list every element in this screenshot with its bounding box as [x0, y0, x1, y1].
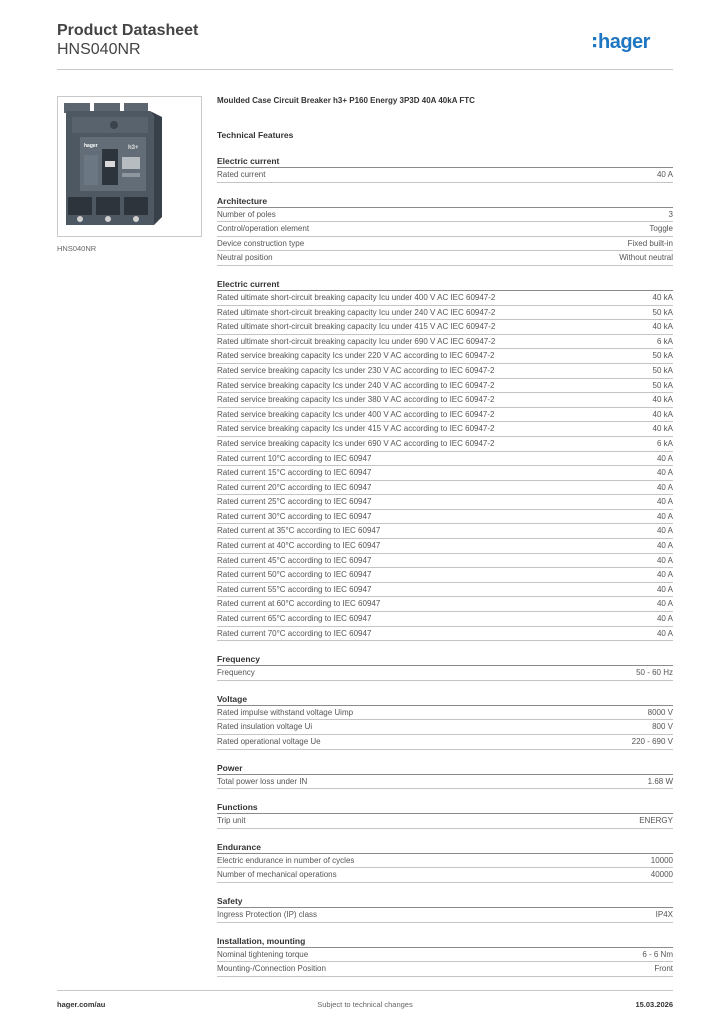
- feature-value: 40 A: [656, 468, 673, 478]
- feature-value: 1.68 W: [647, 776, 673, 786]
- feature-row: [217, 612, 673, 627]
- feature-label: Neutral position: [217, 253, 273, 263]
- feature-section: [217, 653, 673, 681]
- feature-section: [217, 935, 673, 977]
- feature-value: 40 kA: [652, 322, 673, 332]
- feature-value: Without neutral: [619, 253, 673, 263]
- feature-row: [217, 854, 673, 869]
- page-title: Product Datasheet: [57, 22, 199, 39]
- feature-label: Control/operation element: [217, 224, 310, 234]
- feature-row: [217, 251, 673, 266]
- feature-value: 3: [668, 209, 673, 219]
- svg-text:hager: hager: [598, 31, 650, 53]
- feature-row: [217, 452, 673, 467]
- feature-row: [217, 481, 673, 496]
- feature-value: 50 kA: [652, 365, 673, 375]
- product-image: [57, 96, 202, 237]
- feature-label: Total power loss under IN: [217, 776, 308, 786]
- feature-row: [217, 524, 673, 539]
- feature-label: Rated current 55°C according to IEC 60947: [217, 584, 372, 594]
- section-title: Functions: [217, 801, 673, 814]
- svg-text:h3+: h3+: [128, 145, 139, 151]
- section-title: Power: [217, 762, 673, 775]
- feature-value: 50 - 60 Hz: [636, 668, 673, 678]
- feature-label: Rated current 10°C according to IEC 60947: [217, 453, 372, 463]
- feature-label: Rated service breaking capacity Ics under 400 V AC according to IEC 60947-2: [217, 409, 495, 419]
- feature-value: Front: [654, 964, 673, 974]
- feature-label: Rated current: [217, 170, 266, 179]
- feature-row: [217, 510, 673, 525]
- technical-features-heading: Technical Features: [217, 130, 294, 140]
- feature-row: [217, 335, 673, 350]
- feature-value: 220 - 690 V: [631, 737, 673, 746]
- feature-row: [217, 948, 673, 963]
- feature-section: [217, 895, 673, 923]
- feature-section: [217, 155, 673, 183]
- feature-row: [217, 627, 673, 642]
- feature-value: 40 A: [656, 526, 673, 536]
- feature-value: Fixed built-in: [627, 238, 673, 248]
- feature-label: Trip unit: [217, 816, 246, 826]
- feature-row: [217, 320, 673, 335]
- feature-section: [217, 693, 673, 750]
- feature-value: ENERGY: [639, 816, 673, 826]
- feature-row: [217, 495, 673, 510]
- feature-value: 40 A: [656, 541, 673, 551]
- feature-row: [217, 720, 673, 735]
- section-title: Frequency: [217, 653, 673, 666]
- feature-label: Rated service breaking capacity Ics under 415 V AC according to IEC 60947-2: [217, 424, 495, 434]
- feature-value: 40 kA: [652, 424, 673, 434]
- feature-row: [217, 539, 673, 554]
- feature-label: Rated current 65°C according to IEC 60947: [217, 614, 372, 624]
- feature-label: Rated ultimate short-circuit breaking capacity Icu under 400 V AC IEC 60947-2: [217, 292, 496, 302]
- feature-value: 40 A: [656, 555, 673, 565]
- feature-section: [217, 278, 673, 641]
- feature-label: Electric endurance in number of cycles: [217, 855, 355, 865]
- feature-label: Rated current 25°C according to IEC 60947: [217, 497, 372, 507]
- section-title: Installation, mounting: [217, 935, 673, 948]
- feature-label: Rated service breaking capacity Ics under 220 V AC according to IEC 60947-2: [217, 351, 495, 361]
- feature-label: Rated ultimate short-circuit breaking capacity Icu under 240 V AC IEC 60947-2: [217, 307, 496, 317]
- feature-label: Rated current at 60°C according to IEC 60947: [217, 599, 381, 609]
- feature-row: [217, 666, 673, 681]
- hager-logo: [593, 29, 673, 53]
- feature-section: [217, 195, 673, 266]
- feature-label: Rated current 70°C according to IEC 60947: [217, 628, 372, 638]
- feature-value: 40 kA: [652, 395, 673, 405]
- feature-label: Mounting-/Connection Position: [217, 964, 326, 974]
- feature-label: Rated operational voltage Ue: [217, 737, 321, 746]
- feature-row: [217, 379, 673, 394]
- feature-row: [217, 168, 673, 183]
- feature-value: IP4X: [655, 909, 673, 919]
- section-title: Electric current: [217, 155, 673, 168]
- feature-label: Rated current 15°C according to IEC 60947: [217, 468, 372, 478]
- feature-value: 40 kA: [652, 292, 673, 302]
- feature-row: [217, 814, 673, 829]
- feature-value: 40 A: [656, 497, 673, 507]
- feature-label: Frequency: [217, 668, 255, 678]
- feature-value: 40 A: [656, 482, 673, 492]
- feature-row: [217, 962, 673, 977]
- feature-value: 40 kA: [652, 409, 673, 419]
- feature-label: Rated current at 40°C according to IEC 60947: [217, 541, 381, 551]
- image-caption: HNS040NR: [57, 244, 97, 253]
- feature-label: Rated current 30°C according to IEC 60947: [217, 511, 372, 521]
- feature-value: 40 A: [656, 570, 673, 580]
- feature-value: 40 A: [656, 170, 673, 179]
- section-title: Endurance: [217, 841, 673, 854]
- section-title: Electric current: [217, 278, 673, 291]
- feature-label: Nominal tightening torque: [217, 949, 309, 959]
- feature-value: 6 - 6 Nm: [642, 949, 673, 959]
- feature-label: Rated service breaking capacity Ics under 690 V AC according to IEC 60947-2: [217, 438, 495, 448]
- feature-label: Device construction type: [217, 238, 305, 248]
- feature-row: [217, 364, 673, 379]
- page-header: [57, 22, 673, 70]
- feature-section: [217, 801, 673, 829]
- feature-row: [217, 437, 673, 452]
- feature-value: 6 kA: [656, 438, 673, 448]
- feature-label: Rated ultimate short-circuit breaking capacity Icu under 415 V AC IEC 60947-2: [217, 322, 496, 332]
- feature-row: [217, 706, 673, 721]
- footer-note: Subject to technical changes: [317, 1000, 413, 1009]
- feature-label: Rated service breaking capacity Ics under 380 V AC according to IEC 60947-2: [217, 395, 495, 405]
- feature-row: [217, 222, 673, 237]
- feature-value: 50 kA: [652, 307, 673, 317]
- feature-value: 40 A: [656, 584, 673, 594]
- feature-label: Rated current at 35°C according to IEC 60947: [217, 526, 381, 536]
- feature-row: [217, 868, 673, 883]
- feature-row: [217, 408, 673, 423]
- feature-section: [217, 841, 673, 883]
- feature-row: [217, 735, 673, 750]
- product-name: Moulded Case Circuit Breaker h3+ P160 Energy 3P3D 40A 40kA FTC: [217, 96, 475, 105]
- product-code: HNS040NR: [57, 41, 141, 58]
- feature-value: 50 kA: [652, 380, 673, 390]
- feature-row: [217, 208, 673, 223]
- feature-label: Rated ultimate short-circuit breaking capacity Icu under 690 V AC IEC 60947-2: [217, 336, 496, 346]
- feature-value: 10000: [650, 855, 673, 865]
- feature-value: 50 kA: [652, 351, 673, 361]
- circuit-breaker-image: [58, 97, 201, 236]
- page-footer: [57, 990, 673, 1016]
- feature-value: 6 kA: [656, 336, 673, 346]
- feature-row: [217, 597, 673, 612]
- datasheet-content: [217, 96, 673, 977]
- footer-date: 15.03.2026: [635, 1000, 673, 1009]
- feature-label: Ingress Protection (IP) class: [217, 909, 318, 919]
- feature-value: 40 A: [656, 628, 673, 638]
- feature-row: [217, 306, 673, 321]
- feature-row: [217, 237, 673, 252]
- section-title: Voltage: [217, 693, 673, 706]
- feature-section: [217, 762, 673, 790]
- feature-row: [217, 554, 673, 569]
- feature-value: 40 A: [656, 599, 673, 609]
- feature-value: 40 A: [656, 614, 673, 624]
- feature-label: Rated insulation voltage Ui: [217, 722, 313, 732]
- feature-sections: [217, 155, 673, 977]
- feature-value: 800 V: [652, 722, 673, 732]
- feature-row: [217, 422, 673, 437]
- feature-label: Rated current 20°C according to IEC 60947: [217, 482, 372, 492]
- feature-label: Number of mechanical operations: [217, 870, 337, 880]
- feature-row: [217, 583, 673, 598]
- feature-row: [217, 393, 673, 408]
- feature-value: 40000: [650, 870, 673, 880]
- footer-website: hager.com/au: [57, 1000, 106, 1009]
- feature-label: Rated impulse withstand voltage Uimp: [217, 707, 354, 717]
- feature-row: [217, 568, 673, 583]
- feature-row: [217, 349, 673, 364]
- feature-label: Rated current 45°C according to IEC 60947: [217, 555, 372, 565]
- feature-value: 8000 V: [647, 707, 673, 717]
- feature-value: 40 A: [656, 453, 673, 463]
- feature-row: [217, 291, 673, 306]
- feature-value: 40 A: [656, 511, 673, 521]
- feature-row: [217, 466, 673, 481]
- feature-label: Rated service breaking capacity Ics under 240 V AC according to IEC 60947-2: [217, 380, 495, 390]
- feature-label: Rated current 50°C according to IEC 60947: [217, 570, 372, 580]
- feature-label: Number of poles: [217, 209, 276, 219]
- feature-label: Rated service breaking capacity Ics under 230 V AC according to IEC 60947-2: [217, 365, 495, 375]
- feature-row: [217, 775, 673, 790]
- feature-row: [217, 908, 673, 923]
- svg-text:hager: hager: [84, 143, 98, 149]
- section-title: Safety: [217, 895, 673, 908]
- feature-value: Toggle: [649, 224, 673, 234]
- section-title: Architecture: [217, 195, 673, 208]
